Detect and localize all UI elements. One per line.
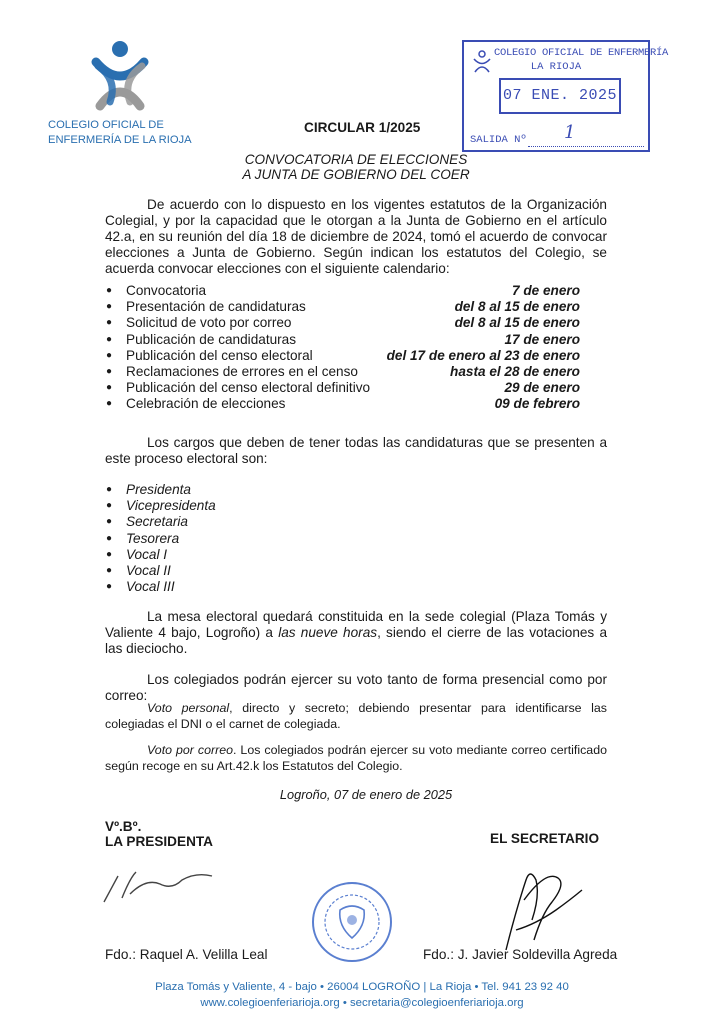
calendar-label: Reclamaciones de errores en el censo bbox=[126, 363, 358, 379]
logo-line1: COLEGIO OFICIAL DE bbox=[48, 119, 164, 131]
secretario-title: EL SECRETARIO bbox=[490, 831, 600, 846]
position-label: Vocal III bbox=[126, 579, 175, 595]
vote-personal-paragraph bbox=[105, 701, 607, 732]
calendar-date: hasta el 28 de enero bbox=[450, 363, 580, 379]
vote-personal-label: Voto personal bbox=[147, 701, 230, 715]
vote-personal-text: , directo y secreto; debiendo presentar para identificarse las colegiadas el DNI o el carnet de colegiada. bbox=[105, 701, 607, 731]
vote-mail-text: . Los colegiados podrán ejercer su voto mediante correo certificado según recoge en su Art.42.k los Estatutos del Colegio. bbox=[105, 743, 607, 773]
bullet-icon: ● bbox=[106, 382, 113, 394]
calendar-label: Publicación del censo electoral bbox=[126, 347, 313, 363]
vote-intro: Los colegiados podrán ejercer su voto tanto de forma presencial como por correo: bbox=[105, 672, 607, 703]
logo-line2: ENFERMERÍA DE LA RIOJA bbox=[48, 134, 192, 146]
college-logo-icon bbox=[88, 40, 152, 114]
secretario-signature-icon bbox=[496, 850, 586, 960]
stamp-line1: COLEGIO OFICIAL DE ENFERMERÍA bbox=[494, 47, 669, 59]
calendar-item bbox=[106, 332, 586, 348]
mesa-paragraph bbox=[105, 609, 607, 657]
mesa-time: las nueve horas bbox=[278, 625, 378, 640]
logo-text bbox=[48, 118, 192, 148]
bullet-icon: ● bbox=[106, 398, 113, 410]
vobo-label: Vº.Bº. bbox=[105, 819, 142, 834]
calendar-date: del 17 de enero al 23 de enero bbox=[386, 347, 580, 363]
stamp-exit-label: SALIDA Nº bbox=[470, 134, 527, 146]
calendar-item bbox=[106, 299, 586, 315]
calendar-date: del 8 al 15 de enero bbox=[454, 315, 580, 331]
subtitle-line1: CONVOCATORIA DE ELECCIONES bbox=[244, 152, 468, 167]
place-date: Logroño, 07 de enero de 2025 bbox=[279, 787, 453, 802]
footer-address: Plaza Tomás y Valiente, 4 - bajo • 26004 LOGROÑO | La Rioja • Tel. 941 23 92 40 bbox=[155, 981, 569, 993]
position-label: Secretaria bbox=[126, 514, 188, 530]
position-label: Vocal I bbox=[126, 546, 168, 562]
stamp-exit-number: 1 bbox=[564, 122, 576, 143]
calendar-date: 17 de enero bbox=[504, 331, 580, 347]
bullet-icon: ● bbox=[106, 301, 113, 313]
footer-contact: www.colegioenferiarioja.org • secretaria@colegioenferiarioja.org bbox=[200, 997, 524, 1009]
circular-title: CIRCULAR 1/2025 bbox=[304, 120, 421, 135]
stamp-date: 07 ENE. 2025 bbox=[499, 78, 621, 114]
calendar-date: 29 de enero bbox=[504, 380, 580, 396]
bullet-icon: ● bbox=[106, 564, 113, 576]
calendar-label: Celebración de elecciones bbox=[126, 396, 286, 412]
stamp-line2: LA RIOJA bbox=[530, 61, 582, 73]
mesa-text-after: , siendo el cierre de las votaciones a las dieciocho. bbox=[105, 625, 608, 656]
calendar-label: Publicación del censo electoral definitivo bbox=[126, 380, 371, 396]
calendar-item bbox=[106, 315, 586, 331]
vote-mail-label: Voto por correo bbox=[147, 743, 234, 757]
presidenta-name: Fdo.: Raquel A. Velilla Leal bbox=[105, 947, 268, 962]
subtitle-line2: A JUNTA DE GOBIERNO DEL COER bbox=[242, 167, 470, 182]
bullet-icon: ● bbox=[106, 532, 113, 544]
calendar-label: Convocatoria bbox=[126, 283, 207, 298]
presidenta-title: LA PRESIDENTA bbox=[105, 834, 213, 849]
registry-stamp bbox=[462, 40, 669, 152]
bullet-icon: ● bbox=[106, 333, 113, 345]
bullet-icon: ● bbox=[106, 516, 113, 528]
position-label: Tesorera bbox=[126, 530, 180, 546]
calendar-date: del 8 al 15 de enero bbox=[454, 299, 580, 315]
vote-mail-paragraph bbox=[105, 743, 607, 774]
mesa-text-before: La mesa electoral quedará constituida en la sede colegial (Plaza Tomás y Valiente 4 bajo, Logroño) a bbox=[105, 609, 607, 640]
calendar-list bbox=[106, 283, 586, 413]
calendar-item bbox=[106, 364, 586, 380]
intro-paragraph: De acuerdo con lo dispuesto en los vigentes estatutos de la Organización Colegial, y por la capacidad que le otorgan a la Junta de Gobierno en el artículo 42.a, en su reunión del día 18 de diciembre de 2024, tomó el acuerdo de convocar elecciones a Junta de Gobierno. Según indican los estatutos del Colegio, se acuerda convocar elecciones con el siguiente calendario: bbox=[105, 197, 607, 276]
stamp-dotted-line bbox=[528, 146, 644, 147]
bullet-icon: ● bbox=[106, 285, 113, 296]
bullet-icon: ● bbox=[106, 349, 113, 361]
secretario-name: Fdo.: J. Javier Soldevilla Agreda bbox=[423, 947, 618, 962]
calendar-item bbox=[106, 380, 586, 396]
position-label: Vocal II bbox=[126, 562, 171, 578]
calendar-label: Presentación de candidaturas bbox=[126, 299, 306, 315]
bullet-icon: ● bbox=[106, 500, 113, 512]
bullet-icon: ● bbox=[106, 548, 113, 560]
bullet-icon: ● bbox=[106, 365, 113, 377]
calendar-label: Publicación de candidaturas bbox=[126, 331, 297, 347]
bullet-icon: ● bbox=[106, 484, 113, 495]
calendar-item bbox=[106, 396, 586, 412]
position-label: Vicepresidenta bbox=[126, 498, 216, 514]
college-seal-icon bbox=[310, 880, 394, 964]
calendar-date: 09 de febrero bbox=[494, 396, 580, 412]
positions-intro: Los cargos que deben de tener todas las candidaturas que se presenten a este proceso electoral son: bbox=[105, 435, 607, 466]
calendar-date: 7 de enero bbox=[512, 283, 580, 298]
presidenta-signature-icon bbox=[100, 864, 220, 910]
calendar-item bbox=[106, 348, 586, 364]
position-label: Presidenta bbox=[126, 482, 191, 497]
calendar-item bbox=[106, 283, 586, 299]
bullet-icon: ● bbox=[106, 581, 113, 593]
bullet-icon: ● bbox=[106, 317, 113, 329]
calendar-label: Solicitud de voto por correo bbox=[126, 315, 292, 331]
